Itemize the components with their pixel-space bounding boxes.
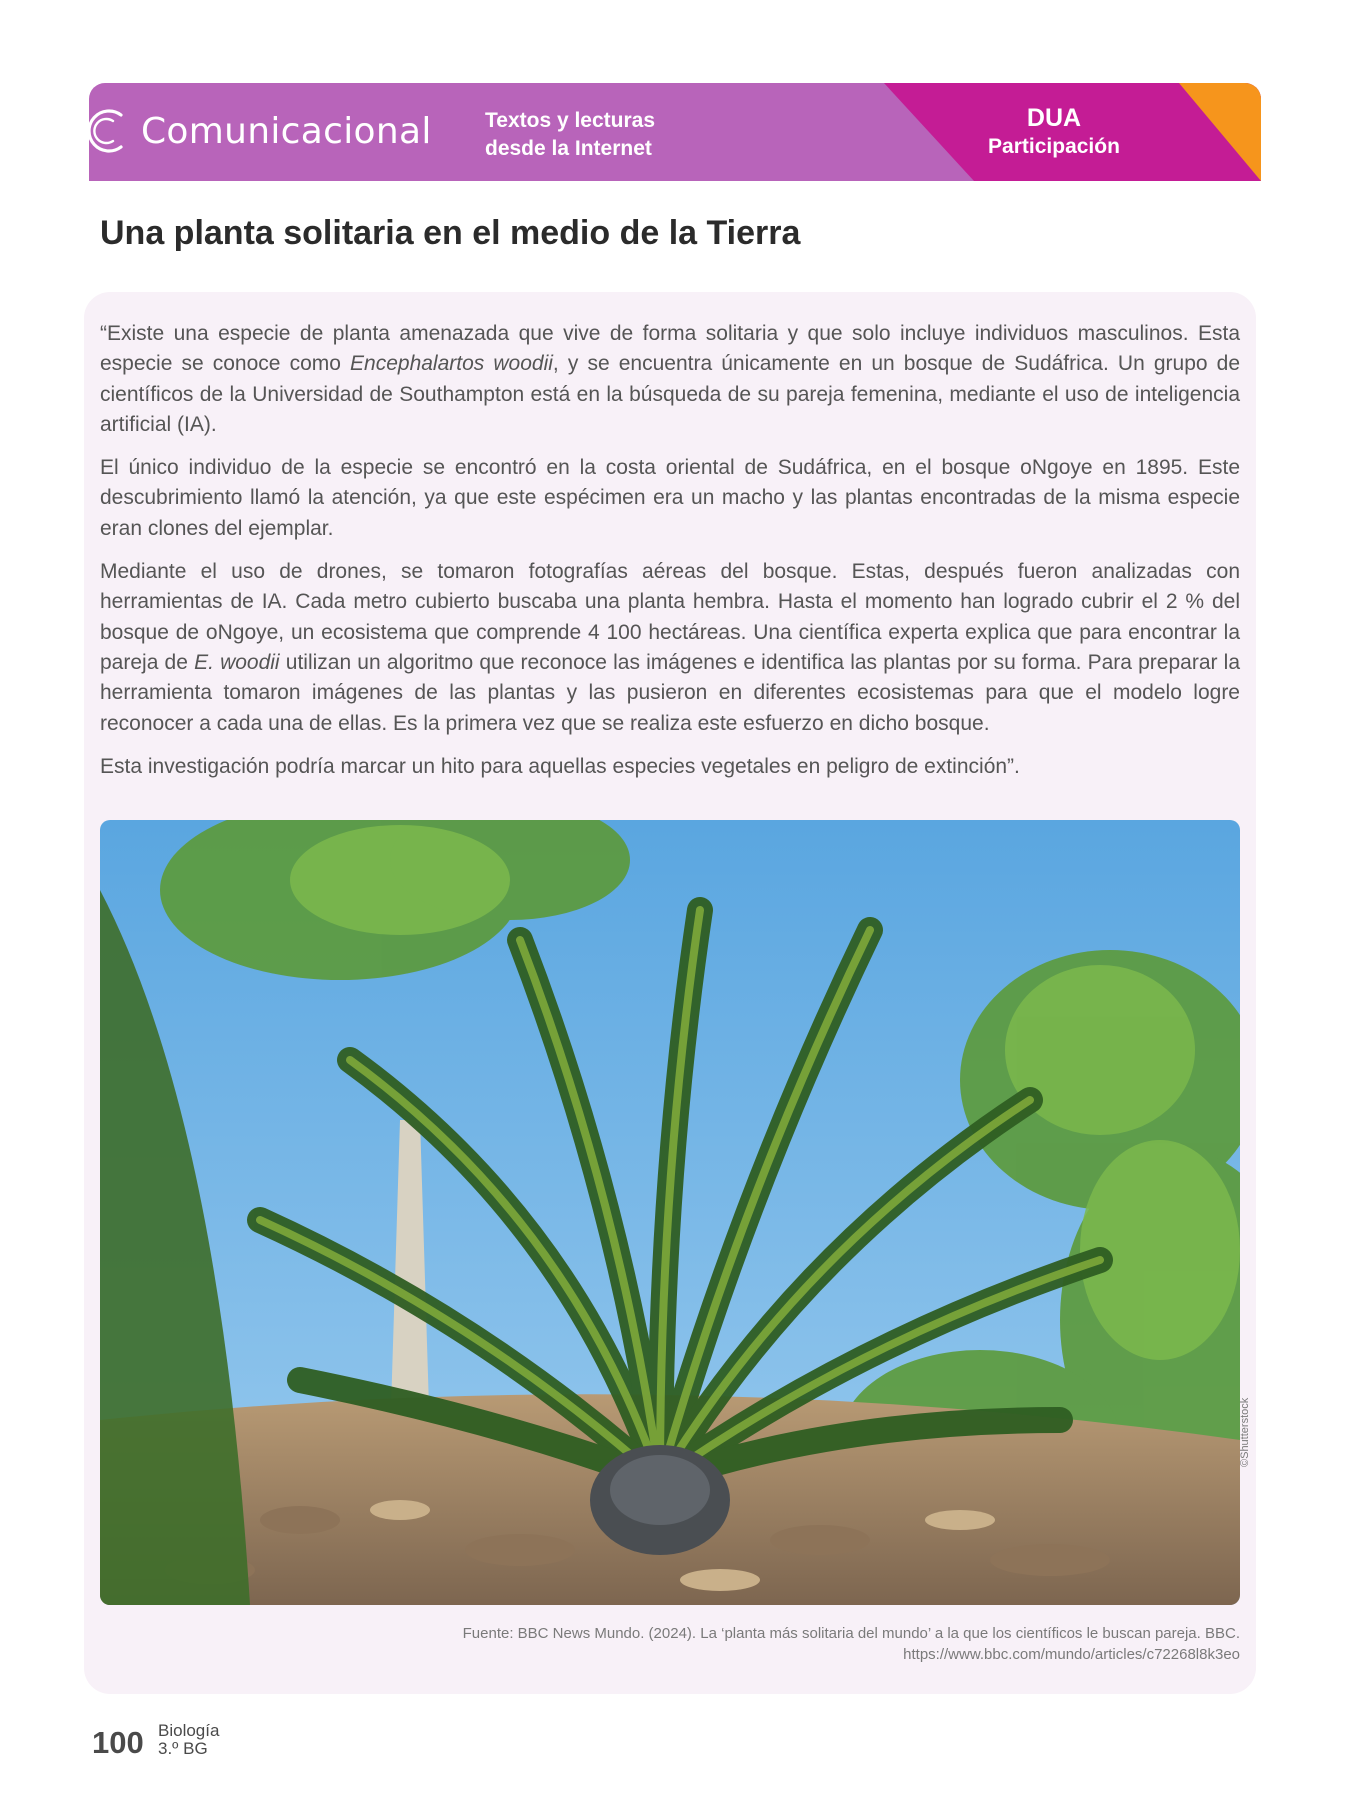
article-body [100, 319, 1240, 795]
section-subtitle-line2: desde la Internet [485, 137, 652, 160]
paragraph-1-text-a: “Existe una especie de planta amenazada que vive de forma solitaria y que solo incluye individuos masculinos. Esta especie se conoce como [100, 322, 1240, 376]
reading-card [84, 292, 1256, 1694]
article-paragraph-4: Esta investigación podría marcar un hito para aquellas especies vegetales en peligro de extinción”. [100, 754, 1020, 778]
section-name: Comunicacional [141, 111, 432, 152]
source-url: https://www.bbc.com/mundo/articles/c72268l8k3eo [903, 1646, 1240, 1663]
dua-subtitle: Participación [988, 135, 1120, 158]
species-name-italic: Encephalartos woodii [350, 352, 553, 376]
source-line-1: Fuente: BBC News Mundo. (2024). La ‘planta más solitaria del mundo’ a la que los científicos le buscan pareja. BBC. [462, 1625, 1240, 1642]
footer-meta [158, 1722, 219, 1758]
dua-label [944, 103, 1164, 161]
dua-title: DUA [1026, 104, 1082, 132]
page-title: Una planta solitaria en el medio de la Tierra [100, 214, 801, 252]
species-abbrev-italic: E. woodii [194, 650, 280, 674]
article-paragraph-3 [100, 557, 1240, 739]
c-letter-logo-icon [89, 105, 127, 157]
photo-credit: ©Shutterstock [1239, 1397, 1251, 1467]
footer-subject: Biología [158, 1721, 220, 1740]
paragraph-3-text-a: Mediante el uso de drones, se tomaron fotografías aéreas del bosque. Estas, después fueron analizadas con herramientas de IA. Cada metro cubierto buscaba una planta hembra. Hasta el momento han logrado cubrir el 2 % del bosque de oNgoye, un ecosistema que comprende 4 100 hectáreas. Una científica experta explica que para encontrar la pareja de [100, 560, 1240, 674]
paragraph-3-text-b: utilizan un algoritmo que reconoce las imágenes e identifica las plantas por su forma. Para preparar la herramienta tomaron imágenes de las plantas y las pusieron en diferentes ecosistemas para que el modelo logre reconocer a cada una de ellas. Es la primera vez que se realiza este esfuerzo en dicho bosque. [100, 650, 1241, 735]
paragraph-1-text-b: , y se encuentra únicamente en un bosque de Sudáfrica. Un grupo de científicos de la Universidad de Southampton está en la búsqueda de su pareja femenina, mediante el uso de inteligencia artificial (IA). [100, 352, 1241, 436]
section-subtitle-line1: Textos y lecturas [485, 109, 656, 132]
footer-grade: 3.º BG [158, 1739, 208, 1758]
section-banner [89, 83, 1261, 181]
section-subtitle [485, 107, 655, 163]
article-paragraph-2: El único individuo de la especie se encontró en la costa oriental de Sudáfrica, en el bosque oNgoye en 1895. Este descubrimiento llamó la atención, ya que este espécimen era un macho y las plantas encontradas de la misma especie eran clones del ejemplar. [100, 456, 1240, 540]
page-number: 100 [92, 1725, 144, 1760]
cycad-plant-photo [100, 820, 1240, 1605]
article-paragraph-1 [100, 319, 1240, 440]
source-citation [340, 1623, 1240, 1665]
